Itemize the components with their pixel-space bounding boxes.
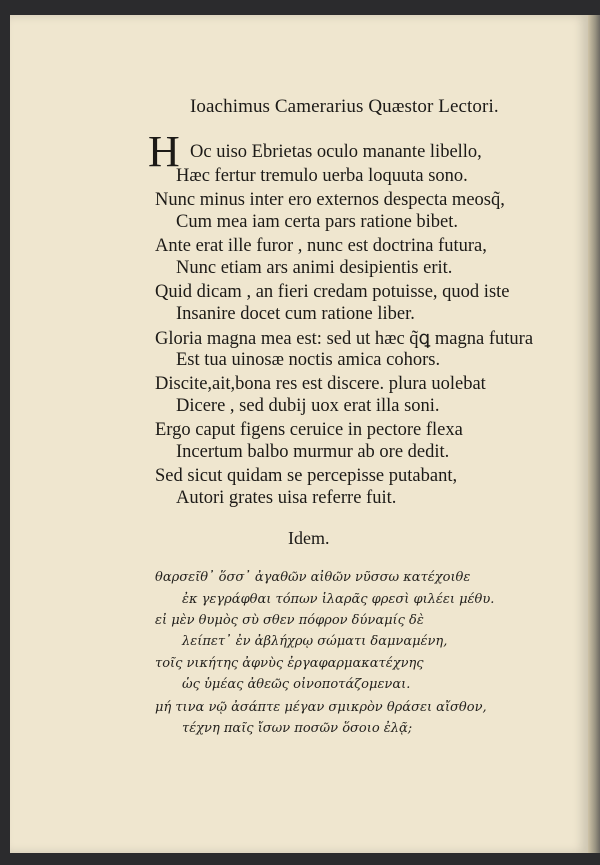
poem-line: Dicere , sed dubij uox erat illa soni. <box>176 396 440 416</box>
poem-line: Cum mea iam certa pars ratione bibet. <box>176 212 459 232</box>
poem-line: Autori grates uisa referre fuit. <box>176 488 397 508</box>
poem-line: Est tua uinosæ noctis amica cohors. <box>176 350 441 370</box>
greek-line: θαρσεῖθ᾽ ὅσσ᾽ ἀγαθῶν αἰθῶν νῦσσω κατέχοιθε <box>155 570 471 585</box>
poem-line: Incertum balbo murmur ab ore dedit. <box>176 442 450 462</box>
drop-cap-initial: H <box>148 127 180 176</box>
poem-line: Discite,ait,bona res est discere. plura uolebat <box>155 374 486 394</box>
poem-line: Sed sicut quidam se percepisse putabant, <box>155 466 458 486</box>
greek-line: ἐκ γεγράφθαι τόπων ἱλαρᾶς φρεσὶ φιλέει μέθυ. <box>182 592 495 607</box>
greek-line: λείπετ᾽ ἐν ἀβλήχρῳ σώματι δαμναμένη, <box>182 634 448 649</box>
page-gutter <box>588 15 600 853</box>
section-subheading: Idem. <box>288 528 330 548</box>
poem-line: Gloria magna mea est: sed ut hæc q̃ꝗ magna futura <box>155 329 534 349</box>
poem-line: Oc uiso Ebrietas oculo manante libello, <box>190 142 482 162</box>
poem-line: Ante erat ille furor , nunc est doctrina futura, <box>155 236 487 256</box>
poem-line: Hæc fertur tremulo uerba loquuta sono. <box>176 166 468 186</box>
poem-line: Quid dicam , an fieri credam potuisse, quod iste <box>155 282 510 302</box>
poem-line: Insanire docet cum ratione liber. <box>176 304 415 324</box>
greek-line: μή τινα νῷ ἀσάπτε μέγαν σμικρὸν θράσει αἴσθον, <box>155 700 487 715</box>
greek-line: τέχνη παῖς ἴσων ποσῶν ὅσοιο ἐλᾷ; <box>182 721 413 736</box>
greek-line: εἰ μὲν θυμὸς σὺ σθεν πόφρον δύναμίς δὲ <box>155 613 424 628</box>
poem-line: Nunc minus inter ero externos despecta meosq̃, <box>155 190 505 210</box>
poem-line: Nunc etiam ars animi desipientis erit. <box>176 258 453 278</box>
greek-line: ὡς ὑμέας ἀθεῶς οἰνοποτάζομεναι. <box>182 677 411 692</box>
page-heading: Ioachimus Camerarius Quæstor Lectori. <box>190 96 499 117</box>
poem-line: Ergo caput figens ceruice in pectore flexa <box>155 420 463 440</box>
greek-line: τοῖς νικήτης ἀφνὺς ἐργαφαρμακατέχνης <box>155 656 424 671</box>
